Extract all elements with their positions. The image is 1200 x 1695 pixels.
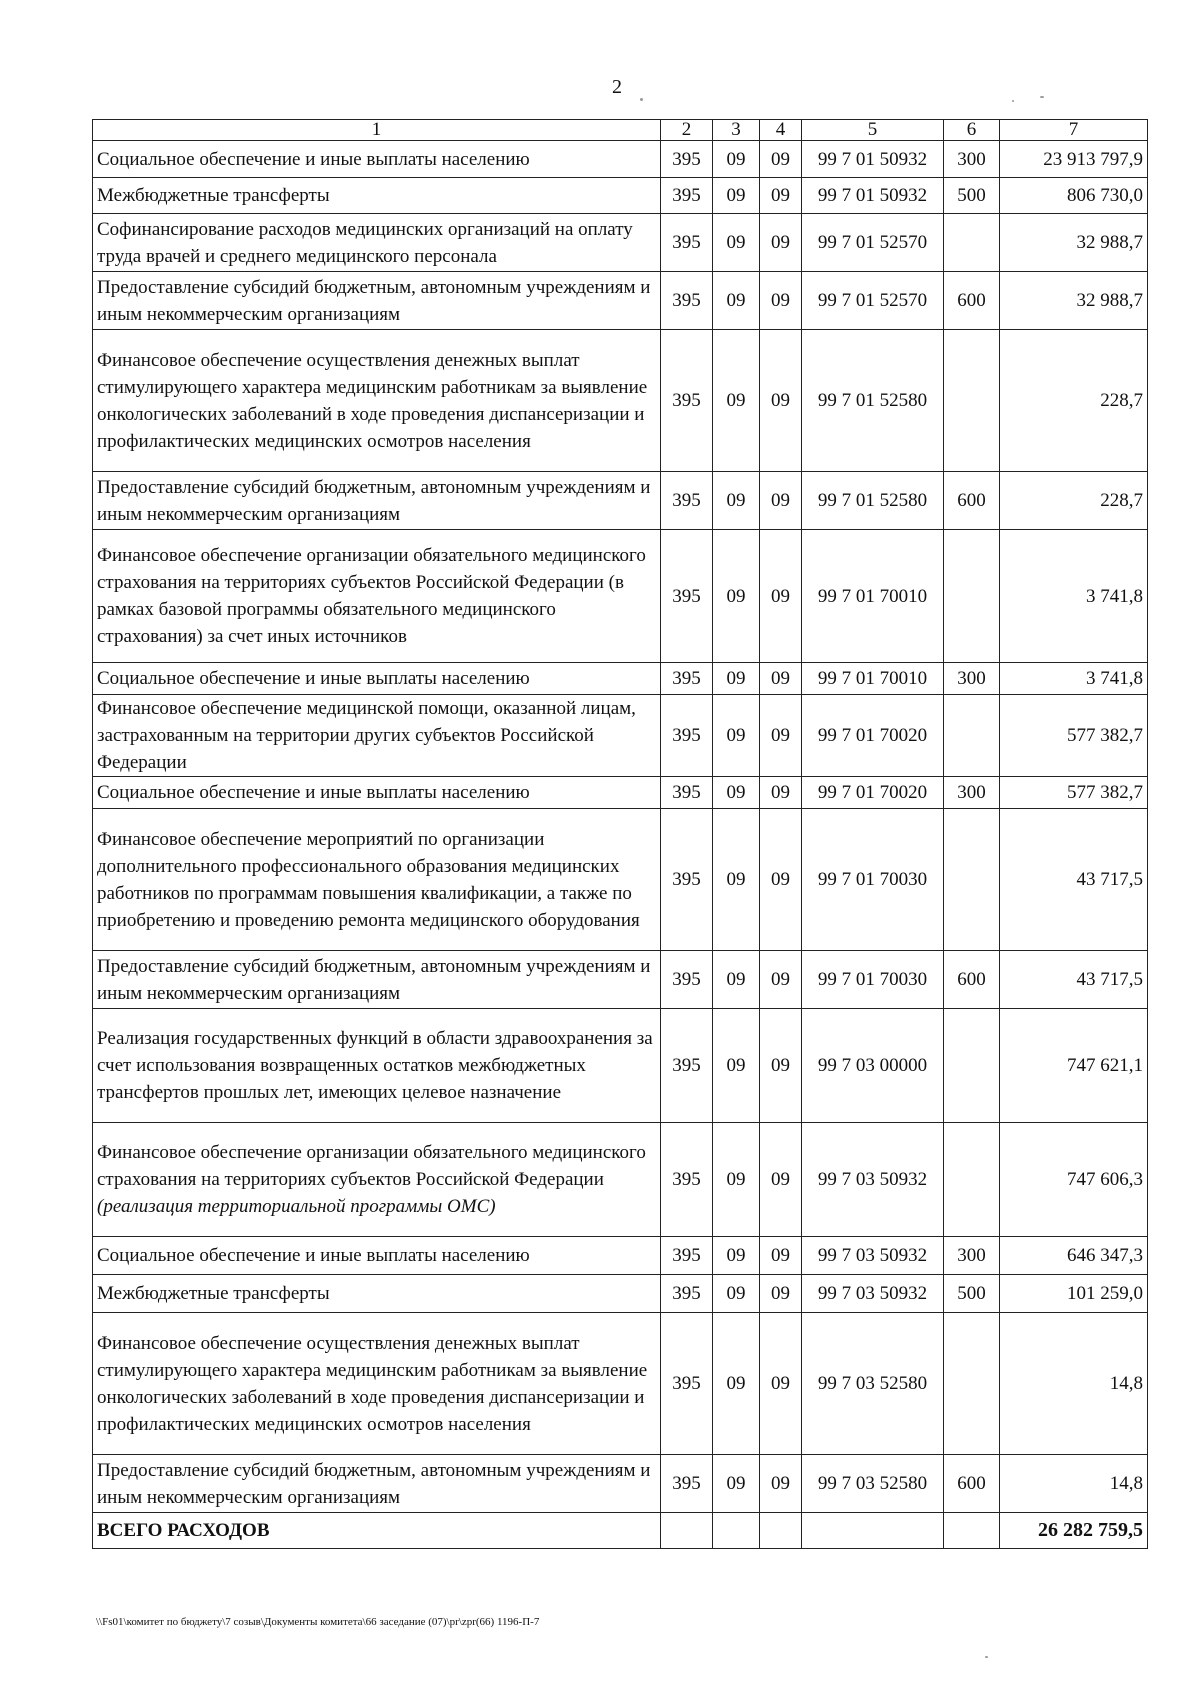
expense-type-cell: [944, 214, 1000, 272]
expense-type-cell: [944, 1123, 1000, 1237]
subsection-code-cell: 09: [760, 330, 802, 472]
target-article-cell: 99 7 03 50932: [802, 1237, 944, 1275]
expense-name-cell: [93, 1237, 661, 1275]
column-header: 2: [661, 120, 713, 141]
expense-name: Финансовое обеспечение мероприятий по организации дополнительного профессионального образования медицинских работников по программам повышения квалификации, а также по приобретению и проведению ремонта медицинского оборудования: [97, 828, 640, 931]
section-code-cell: 09: [713, 330, 760, 472]
section-code-cell: 09: [713, 272, 760, 330]
expense-type-cell: 600: [944, 1455, 1000, 1513]
expense-type-cell: 300: [944, 1237, 1000, 1275]
subsection-code-cell: 09: [760, 809, 802, 951]
subsection-code-cell: 09: [760, 1009, 802, 1123]
expense-name-cell: [93, 695, 661, 777]
section-code-cell: 09: [713, 214, 760, 272]
section-code-cell: 09: [713, 1313, 760, 1455]
ministry-code-cell: 395: [661, 330, 713, 472]
subsection-code-cell: 09: [760, 951, 802, 1009]
subsection-code-cell: 09: [760, 695, 802, 777]
target-article-cell: 99 7 01 50932: [802, 178, 944, 214]
expense-name: Финансовое обеспечение медицинской помощи, оказанной лицам, застрахованным на территории других субъектов Российской Федерации: [97, 698, 636, 773]
expense-name: Предоставление субсидий бюджетным, автономным учреждениям и иным некоммерческим организациям: [97, 476, 651, 525]
section-code-cell: 09: [713, 1455, 760, 1513]
expense-type-cell: [944, 1009, 1000, 1123]
column-header: 7: [1000, 120, 1148, 141]
amount-cell: 14,8: [1000, 1455, 1148, 1513]
target-article-cell: 99 7 03 50932: [802, 1123, 944, 1237]
expense-type-cell: 600: [944, 472, 1000, 530]
section-code-cell: 09: [713, 951, 760, 1009]
section-code-cell: 09: [713, 530, 760, 663]
table-row: [93, 1313, 1148, 1455]
expense-type-cell: 300: [944, 141, 1000, 178]
table-row: [93, 1275, 1148, 1313]
section-code-cell: 09: [713, 695, 760, 777]
table-row: [93, 1455, 1148, 1513]
expense-type-cell: 600: [944, 951, 1000, 1009]
expense-name-cell: [93, 330, 661, 472]
target-article-cell: 99 7 01 70030: [802, 809, 944, 951]
table-row: [93, 777, 1148, 809]
target-article-cell: 99 7 03 52580: [802, 1313, 944, 1455]
amount-cell: 646 347,3: [1000, 1237, 1148, 1275]
expense-name: Предоставление субсидий бюджетным, автономным учреждениям и иным некоммерческим организациям: [97, 1459, 651, 1508]
subsection-code-cell: 09: [760, 214, 802, 272]
amount-cell: 43 717,5: [1000, 951, 1148, 1009]
ministry-code-cell: 395: [661, 1313, 713, 1455]
expense-name: Социальное обеспечение и иные выплаты населению: [97, 782, 530, 803]
target-article-cell: 99 7 03 50932: [802, 1275, 944, 1313]
expense-name-cell: [93, 272, 661, 330]
subsection-code-cell: 09: [760, 663, 802, 695]
target-article-cell: 99 7 01 70010: [802, 663, 944, 695]
scan-speck: [985, 1656, 988, 1658]
table-row: [93, 178, 1148, 214]
expense-name-note: (реализация территориальной программы ОМС): [97, 1196, 496, 1217]
target-article-cell: 99 7 01 52580: [802, 472, 944, 530]
table-row: [93, 214, 1148, 272]
section-code-cell: 09: [713, 809, 760, 951]
section-code-cell: 09: [713, 472, 760, 530]
expense-name-cell: [93, 1313, 661, 1455]
expense-name-cell: [93, 178, 661, 214]
section-code-cell: 09: [713, 141, 760, 178]
ministry-code-cell: 395: [661, 178, 713, 214]
expense-type-cell: 600: [944, 272, 1000, 330]
expense-type-cell: [944, 1313, 1000, 1455]
empty-cell: [661, 1513, 713, 1549]
expense-type-cell: 500: [944, 1275, 1000, 1313]
column-header: 1: [93, 120, 661, 141]
table-header-row: [93, 120, 1148, 141]
subsection-code-cell: 09: [760, 1275, 802, 1313]
expense-name: Финансовое обеспечение организации обязательного медицинского страхования на территориях субъектов Российской Федерации: [97, 1142, 646, 1190]
total-label-cell: ВСЕГО РАСХОДОВ: [93, 1513, 661, 1549]
expense-name-cell: [93, 472, 661, 530]
ministry-code-cell: 395: [661, 1275, 713, 1313]
section-code-cell: 09: [713, 1237, 760, 1275]
empty-cell: [713, 1513, 760, 1549]
amount-cell: 14,8: [1000, 1313, 1148, 1455]
expense-name: Предоставление субсидий бюджетным, автономным учреждениям и иным некоммерческим организациям: [97, 276, 651, 325]
ministry-code-cell: 395: [661, 141, 713, 178]
column-header: 5: [802, 120, 944, 141]
column-header: 6: [944, 120, 1000, 141]
amount-cell: 23 913 797,9: [1000, 141, 1148, 178]
empty-cell: [944, 1513, 1000, 1549]
expense-name-cell: [93, 1009, 661, 1123]
expense-name-cell: [93, 214, 661, 272]
expense-name-cell: [93, 1455, 661, 1513]
expense-name: Социальное обеспечение и иные выплаты населению: [97, 668, 530, 689]
amount-cell: 32 988,7: [1000, 214, 1148, 272]
expense-name: Финансовое обеспечение организации обязательного медицинского страхования на территориях субъектов Российской Федерации (в рамках базовой программы обязательного медицинского страхования) за счет иных источников: [97, 545, 646, 647]
expense-name: Финансовое обеспечение осуществления денежных выплат стимулирующего характера медицинским работникам за выявление онкологических заболеваний в ходе проведения диспансеризации и профилактических медицинских осмотров населения: [97, 349, 648, 452]
expense-name: Предоставление субсидий бюджетным, автономным учреждениям и иным некоммерческим организациям: [97, 955, 651, 1004]
amount-cell: 3 741,8: [1000, 663, 1148, 695]
subsection-code-cell: 09: [760, 530, 802, 663]
section-code-cell: 09: [713, 777, 760, 809]
expense-name-cell: [93, 777, 661, 809]
table-row: [93, 141, 1148, 178]
table-row: [93, 330, 1148, 472]
table-row: [93, 472, 1148, 530]
target-article-cell: 99 7 03 52580: [802, 1455, 944, 1513]
expense-name-cell: [93, 141, 661, 178]
column-header: 4: [760, 120, 802, 141]
expense-name: Софинансирование расходов медицинских организаций на оплату труда врачей и среднего медицинского персонала: [97, 218, 633, 267]
target-article-cell: 99 7 01 70020: [802, 695, 944, 777]
ministry-code-cell: 395: [661, 530, 713, 663]
table-row: [93, 272, 1148, 330]
table-row: [93, 695, 1148, 777]
target-article-cell: 99 7 01 52570: [802, 272, 944, 330]
subsection-code-cell: 09: [760, 272, 802, 330]
amount-cell: 43 717,5: [1000, 809, 1148, 951]
subsection-code-cell: 09: [760, 141, 802, 178]
target-article-cell: 99 7 01 52570: [802, 214, 944, 272]
page-number: 2: [612, 76, 622, 98]
ministry-code-cell: 395: [661, 951, 713, 1009]
expense-name-cell: [93, 951, 661, 1009]
ministry-code-cell: 395: [661, 777, 713, 809]
target-article-cell: 99 7 01 70020: [802, 777, 944, 809]
target-article-cell: 99 7 01 50932: [802, 141, 944, 178]
subsection-code-cell: 09: [760, 472, 802, 530]
total-row: [93, 1513, 1148, 1549]
amount-cell: 228,7: [1000, 330, 1148, 472]
budget-table: [92, 119, 1148, 1549]
ministry-code-cell: 395: [661, 809, 713, 951]
empty-cell: [802, 1513, 944, 1549]
amount-cell: 577 382,7: [1000, 695, 1148, 777]
ministry-code-cell: 395: [661, 695, 713, 777]
subsection-code-cell: 09: [760, 178, 802, 214]
section-code-cell: 09: [713, 663, 760, 695]
ministry-code-cell: 395: [661, 472, 713, 530]
expense-type-cell: 300: [944, 777, 1000, 809]
expense-type-cell: [944, 809, 1000, 951]
table-row: [93, 1009, 1148, 1123]
ministry-code-cell: 395: [661, 272, 713, 330]
expense-name: Социальное обеспечение и иные выплаты населению: [97, 148, 530, 170]
expense-name-cell: [93, 1123, 661, 1237]
expense-name-cell: [93, 530, 661, 663]
total-amount-cell: 26 282 759,5: [1000, 1513, 1148, 1549]
amount-cell: 577 382,7: [1000, 777, 1148, 809]
expense-type-cell: [944, 330, 1000, 472]
ministry-code-cell: 395: [661, 1009, 713, 1123]
target-article-cell: 99 7 01 70010: [802, 530, 944, 663]
subsection-code-cell: 09: [760, 1123, 802, 1237]
column-header: 3: [713, 120, 760, 141]
target-article-cell: 99 7 01 52580: [802, 330, 944, 472]
amount-cell: 228,7: [1000, 472, 1148, 530]
subsection-code-cell: 09: [760, 777, 802, 809]
amount-cell: 747 621,1: [1000, 1009, 1148, 1123]
subsection-code-cell: 09: [760, 1455, 802, 1513]
amount-cell: 747 606,3: [1000, 1123, 1148, 1237]
expense-name-cell: [93, 663, 661, 695]
table-row: [93, 1237, 1148, 1275]
table-row: [93, 951, 1148, 1009]
expense-name: Межбюджетные трансферты: [97, 185, 330, 206]
expense-name: Реализация государственных функций в области здравоохранения за счет использования возвращенных остатков межбюджетных трансфертов прошлых лет, имеющих целевое назначение: [97, 1028, 653, 1103]
expense-name-cell: [93, 1275, 661, 1313]
subsection-code-cell: 09: [760, 1313, 802, 1455]
scan-speck: [1012, 100, 1014, 102]
ministry-code-cell: 395: [661, 1123, 713, 1237]
section-code-cell: 09: [713, 178, 760, 214]
expense-type-cell: [944, 695, 1000, 777]
ministry-code-cell: 395: [661, 214, 713, 272]
target-article-cell: 99 7 01 70030: [802, 951, 944, 1009]
ministry-code-cell: 395: [661, 1455, 713, 1513]
expense-name: Межбюджетные трансферты: [97, 1283, 330, 1304]
scan-speck: [1040, 96, 1044, 98]
table-row: [93, 809, 1148, 951]
expense-name: Социальное обеспечение и иные выплаты населению: [97, 1245, 530, 1266]
section-code-cell: 09: [713, 1009, 760, 1123]
empty-cell: [760, 1513, 802, 1549]
file-path-footer: \\Fs01\комитет по бюджету\7 созыв\Документы комитета\66 заседание (07)\pr\zpr(66) 1196-П-7: [96, 1616, 540, 1628]
expense-type-cell: 300: [944, 663, 1000, 695]
scan-speck: [640, 98, 643, 101]
table-row: [93, 663, 1148, 695]
amount-cell: 806 730,0: [1000, 178, 1148, 214]
target-article-cell: 99 7 03 00000: [802, 1009, 944, 1123]
expense-name: Финансовое обеспечение осуществления денежных выплат стимулирующего характера медицинским работникам за выявление онкологических заболеваний в ходе проведения диспансеризации и профилактических медицинских осмотров населения: [97, 1332, 648, 1435]
section-code-cell: 09: [713, 1123, 760, 1237]
expense-type-cell: 500: [944, 178, 1000, 214]
expense-name-cell: [93, 809, 661, 951]
ministry-code-cell: 395: [661, 1237, 713, 1275]
table-row: [93, 530, 1148, 663]
ministry-code-cell: 395: [661, 663, 713, 695]
section-code-cell: 09: [713, 1275, 760, 1313]
amount-cell: 101 259,0: [1000, 1275, 1148, 1313]
amount-cell: 32 988,7: [1000, 272, 1148, 330]
table-row: [93, 1123, 1148, 1237]
amount-cell: 3 741,8: [1000, 530, 1148, 663]
expense-type-cell: [944, 530, 1000, 663]
subsection-code-cell: 09: [760, 1237, 802, 1275]
